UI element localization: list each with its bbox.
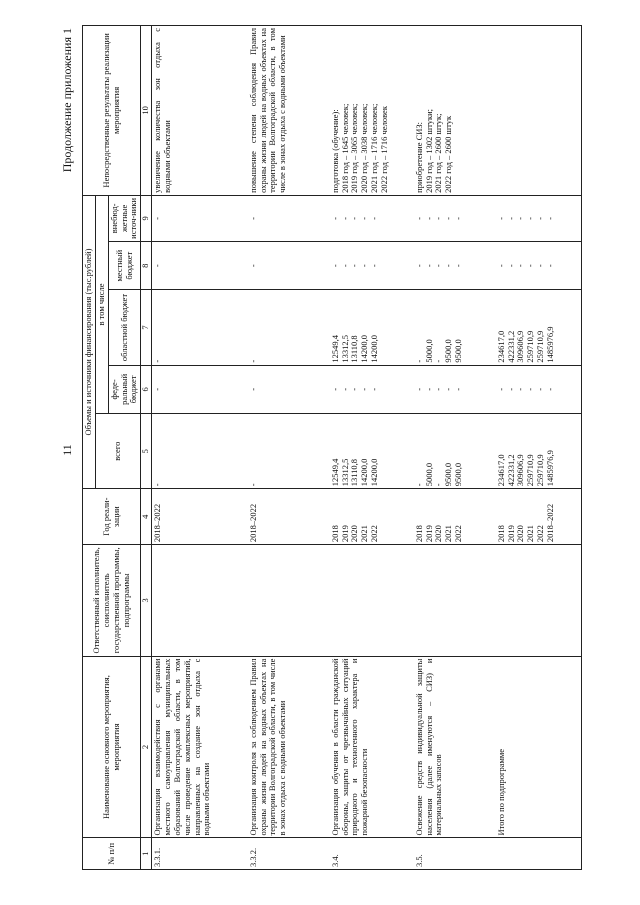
row-years-value: 2018–2022	[544, 503, 555, 543]
row-years-value: 2021	[443, 525, 454, 543]
funding-table	[82, 25, 582, 870]
col-number: 2	[141, 656, 152, 838]
row-extra-value: -	[359, 216, 370, 220]
row-extra-value: -	[433, 216, 444, 220]
row-local-value: -	[152, 264, 163, 268]
row-federal-value: -	[544, 387, 555, 391]
row-local-value: -	[535, 264, 546, 268]
row-local-value: -	[413, 264, 424, 268]
row-total-value: 422331,2	[505, 454, 516, 487]
row-extra-value: -	[535, 216, 546, 220]
row-extra-value: -	[505, 216, 516, 220]
table-row	[152, 26, 248, 870]
row-federal-value: -	[515, 387, 526, 391]
row-extra	[496, 195, 582, 241]
row-federal-value: -	[339, 387, 350, 391]
row-extra	[248, 195, 330, 241]
row-years-value: 2020	[349, 525, 360, 543]
row-regional-value: 5000,0	[423, 339, 434, 363]
row-total	[248, 414, 330, 489]
col-number: 9	[141, 195, 152, 241]
page-number: 11	[60, 444, 74, 456]
row-regional-value: 12549,4	[329, 335, 340, 363]
row-federal-value: -	[369, 387, 380, 391]
row-federal-value: -	[495, 387, 506, 391]
row-years-value: 2019	[339, 525, 350, 543]
row-regional	[248, 290, 330, 365]
row-years	[496, 489, 582, 545]
row-extra-value: -	[453, 216, 464, 220]
row-federal	[248, 365, 330, 414]
rotated-landscape-sheet	[60, 20, 620, 880]
row-regional	[152, 290, 248, 365]
header-name: Наименование основного мероприятия, мероприятия	[83, 656, 141, 838]
row-extra-value: -	[152, 216, 163, 220]
row-federal-value: -	[359, 387, 370, 391]
row-name: Организация взаимодействия с органами местного самоуправления муниципальных образований Волгоградской области, в том числе проведение комплексных мероприятий, направленных на создание зон отдыха с водными объектами	[152, 656, 248, 838]
row-result	[496, 26, 582, 196]
table-row	[414, 26, 496, 870]
row-result: повышение степени соблюдения Правил охраны жизни людей на водных объектах на территории Волгоградской области, в том числе в зонах отдыха с водными объектами	[248, 26, 330, 196]
row-local-value: -	[443, 264, 454, 268]
row-total-value: 5000,0	[423, 462, 434, 487]
row-total	[414, 414, 496, 489]
row-total-value: -	[413, 483, 424, 487]
row-local-value: -	[525, 264, 536, 268]
row-years	[248, 489, 330, 545]
row-total-value: -	[247, 483, 258, 487]
row-local	[414, 241, 496, 290]
row-name: Организация контроля за соблюдением Правил охраны жизни людей на водных объектах на территории Волгоградской области, в том числе в зонах отдыха с водными объектами	[248, 656, 330, 838]
table-row	[496, 26, 582, 870]
row-number	[496, 838, 582, 870]
header-in-that-number: в том числе	[95, 195, 108, 413]
row-local-value: -	[349, 264, 360, 268]
row-years-value: 2018	[329, 525, 340, 543]
row-years-value: 2018–2022	[152, 503, 163, 543]
row-total-value: 14200,0	[369, 458, 380, 487]
row-result-line: 2021 год – 1716 человек;	[369, 103, 380, 193]
row-years-value: 2022	[369, 525, 380, 543]
row-total-value: 14200,0	[359, 458, 370, 487]
row-federal-value: -	[349, 387, 360, 391]
row-total-value: 259710,9	[525, 454, 536, 487]
row-years-value: 2022	[453, 525, 464, 543]
col-number: 3	[141, 545, 152, 657]
row-result	[330, 26, 414, 196]
row-regional-value: 14200,0	[359, 335, 370, 363]
row-federal-value: -	[247, 387, 258, 391]
row-years-value: 2020	[515, 525, 526, 543]
col-number: 10	[141, 26, 152, 196]
row-local	[496, 241, 582, 290]
header-total: всего	[95, 414, 140, 489]
row-federal-value: -	[329, 387, 340, 391]
row-total-value: 12549,4	[329, 458, 340, 487]
row-years-value: 2018–2022	[247, 503, 258, 543]
row-years-value: 2019	[423, 525, 434, 543]
row-years-value: 2018	[495, 525, 506, 543]
header-num: № п/п	[83, 838, 141, 870]
row-total-value: 13110,8	[349, 458, 360, 487]
row-executor	[496, 545, 582, 657]
row-name: Организация обучения в области гражданской обороны, защиты от чрезвычайных ситуаций природного и техногенного характера и пожарной безопасности	[330, 656, 414, 838]
row-federal-value: -	[423, 387, 434, 391]
row-local-value: -	[423, 264, 434, 268]
row-years-value: 2022	[535, 525, 546, 543]
col-number: 8	[141, 241, 152, 290]
row-extra-value: -	[413, 216, 424, 220]
row-result-line: 2019 год – 3065 человек;	[349, 103, 360, 193]
row-federal	[496, 365, 582, 414]
row-local-value: -	[515, 264, 526, 268]
row-result-line: подготовка (обучение):	[329, 109, 340, 193]
row-local	[330, 241, 414, 290]
row-regional-value: 13110,8	[349, 335, 360, 363]
row-local-value: -	[339, 264, 350, 268]
row-extra	[414, 195, 496, 241]
row-local-value: -	[359, 264, 370, 268]
row-total-value: 13312,5	[339, 458, 350, 487]
row-local-value: -	[495, 264, 506, 268]
row-regional-value: 9500,0	[443, 339, 454, 363]
row-years-value: 2021	[525, 525, 536, 543]
row-local-value: -	[544, 264, 555, 268]
row-regional-value: -	[433, 359, 444, 363]
appendix-title: Продолжение приложения 1	[60, 28, 74, 173]
row-extra-value: -	[369, 216, 380, 220]
header-result: Непосредственные результаты реализации мероприятия	[83, 26, 141, 196]
row-regional-value: 1485976,9	[544, 326, 555, 363]
row-regional-value: 13312,5	[339, 335, 350, 363]
col-number: 6	[141, 365, 152, 414]
col-number: 4	[141, 489, 152, 545]
row-local	[248, 241, 330, 290]
row-executor	[248, 545, 330, 657]
row-regional-value: 422331,2	[505, 330, 516, 363]
row-years	[414, 489, 496, 545]
row-extra-value: -	[349, 216, 360, 220]
row-extra-value: -	[423, 216, 434, 220]
row-extra-value: -	[247, 216, 258, 220]
row-regional-value: 234617,0	[495, 330, 506, 363]
row-extra	[152, 195, 248, 241]
row-years-value: 2020	[433, 525, 444, 543]
row-federal-value: -	[443, 387, 454, 391]
row-regional-value: 259710,9	[525, 330, 536, 363]
row-result-line: 2021 год – 2600 штук;	[433, 113, 444, 193]
row-local-value: -	[329, 264, 340, 268]
row-regional-value: -	[413, 359, 424, 363]
row-years-value: 2021	[359, 525, 370, 543]
row-result	[414, 26, 496, 196]
row-federal-value: -	[152, 387, 163, 391]
col-number: 1	[141, 838, 152, 870]
header-funding-group: Объемы и источники финансирования (тыс.рублей)	[83, 195, 96, 488]
row-extra-value: -	[544, 216, 555, 220]
header-federal: феде-ральный бюджет	[108, 365, 141, 414]
row-total	[330, 414, 414, 489]
row-federal-value: -	[433, 387, 444, 391]
row-total	[152, 414, 248, 489]
row-regional-value: -	[152, 359, 163, 363]
row-total-value: 1485976,9	[544, 450, 555, 487]
row-local-value: -	[453, 264, 464, 268]
row-local-value: -	[433, 264, 444, 268]
row-result-line: 2020 год – 3038 человек;	[359, 103, 370, 193]
row-local-value: -	[505, 264, 516, 268]
header-extra: внебюд-жетные источ-ники	[108, 195, 141, 241]
row-total-value: 234617,0	[495, 454, 506, 487]
row-years	[330, 489, 414, 545]
row-federal-value: -	[505, 387, 516, 391]
col-number: 5	[141, 414, 152, 489]
row-number: 3.5.	[414, 838, 496, 870]
row-federal-value: -	[413, 387, 424, 391]
row-number: 3.3.1.	[152, 838, 248, 870]
row-extra-value: -	[443, 216, 454, 220]
row-extra	[330, 195, 414, 241]
row-regional-value: 9500,0	[453, 339, 464, 363]
col-number: 7	[141, 290, 152, 365]
row-regional	[496, 290, 582, 365]
row-result-line: 2022 год – 1716 человек	[378, 106, 389, 193]
row-extra-value: -	[495, 216, 506, 220]
row-federal	[152, 365, 248, 414]
row-extra-value: -	[525, 216, 536, 220]
row-result-line: 2019 год – 1302 штуки;	[423, 109, 434, 193]
table-row	[248, 26, 330, 870]
row-regional-value: 259710,9	[535, 330, 546, 363]
row-executor	[330, 545, 414, 657]
table-row	[330, 26, 414, 870]
row-years-value: 2018	[413, 525, 424, 543]
row-result-line: 2018 год – 1645 человек;	[339, 103, 350, 193]
header-local: местный бюджет	[108, 241, 141, 290]
row-local-value: -	[369, 264, 380, 268]
row-total	[496, 414, 582, 489]
row-federal-value: -	[525, 387, 536, 391]
row-total-value: 309606,9	[515, 454, 526, 487]
row-number: 3.4.	[330, 838, 414, 870]
row-name: Освежение средств индивидуальной защиты населения (далее именуются – СИЗ) и материальных запасов	[414, 656, 496, 838]
header-year: Год реали-зации	[83, 489, 141, 545]
row-result: увеличение количества зон отдыха с водными объектами	[152, 26, 248, 196]
row-name: Итого по подпрограмме	[496, 656, 582, 838]
row-extra-value: -	[329, 216, 340, 220]
row-years	[152, 489, 248, 545]
row-number: 3.3.2.	[248, 838, 330, 870]
row-total-value: -	[152, 483, 163, 487]
header-executor: Ответственный исполнитель, соисполнитель государственной программы, подпрограммы	[83, 545, 141, 657]
row-federal-value: -	[453, 387, 464, 391]
row-local	[152, 241, 248, 290]
row-federal	[330, 365, 414, 414]
row-regional-value: 14200,0	[369, 335, 380, 363]
header-regional: областной бюджет	[108, 290, 141, 365]
table-body	[152, 26, 582, 870]
row-extra-value: -	[339, 216, 350, 220]
row-regional-value: 309606,9	[515, 330, 526, 363]
row-local-value: -	[247, 264, 258, 268]
row-total-value: 9500,0	[453, 462, 464, 487]
row-regional	[330, 290, 414, 365]
row-executor	[152, 545, 248, 657]
row-years-value: 2019	[505, 525, 516, 543]
row-extra-value: -	[515, 216, 526, 220]
row-federal	[414, 365, 496, 414]
row-total-value: -	[433, 483, 444, 487]
row-executor	[414, 545, 496, 657]
row-regional	[414, 290, 496, 365]
row-regional-value: -	[247, 359, 258, 363]
row-federal-value: -	[535, 387, 546, 391]
row-result-line: 2022 год – 2600 штук	[443, 115, 454, 193]
row-result-line: приобретение СИЗ:	[413, 121, 424, 193]
row-total-value: 9500,0	[443, 462, 454, 487]
row-total-value: 259710,9	[535, 454, 546, 487]
